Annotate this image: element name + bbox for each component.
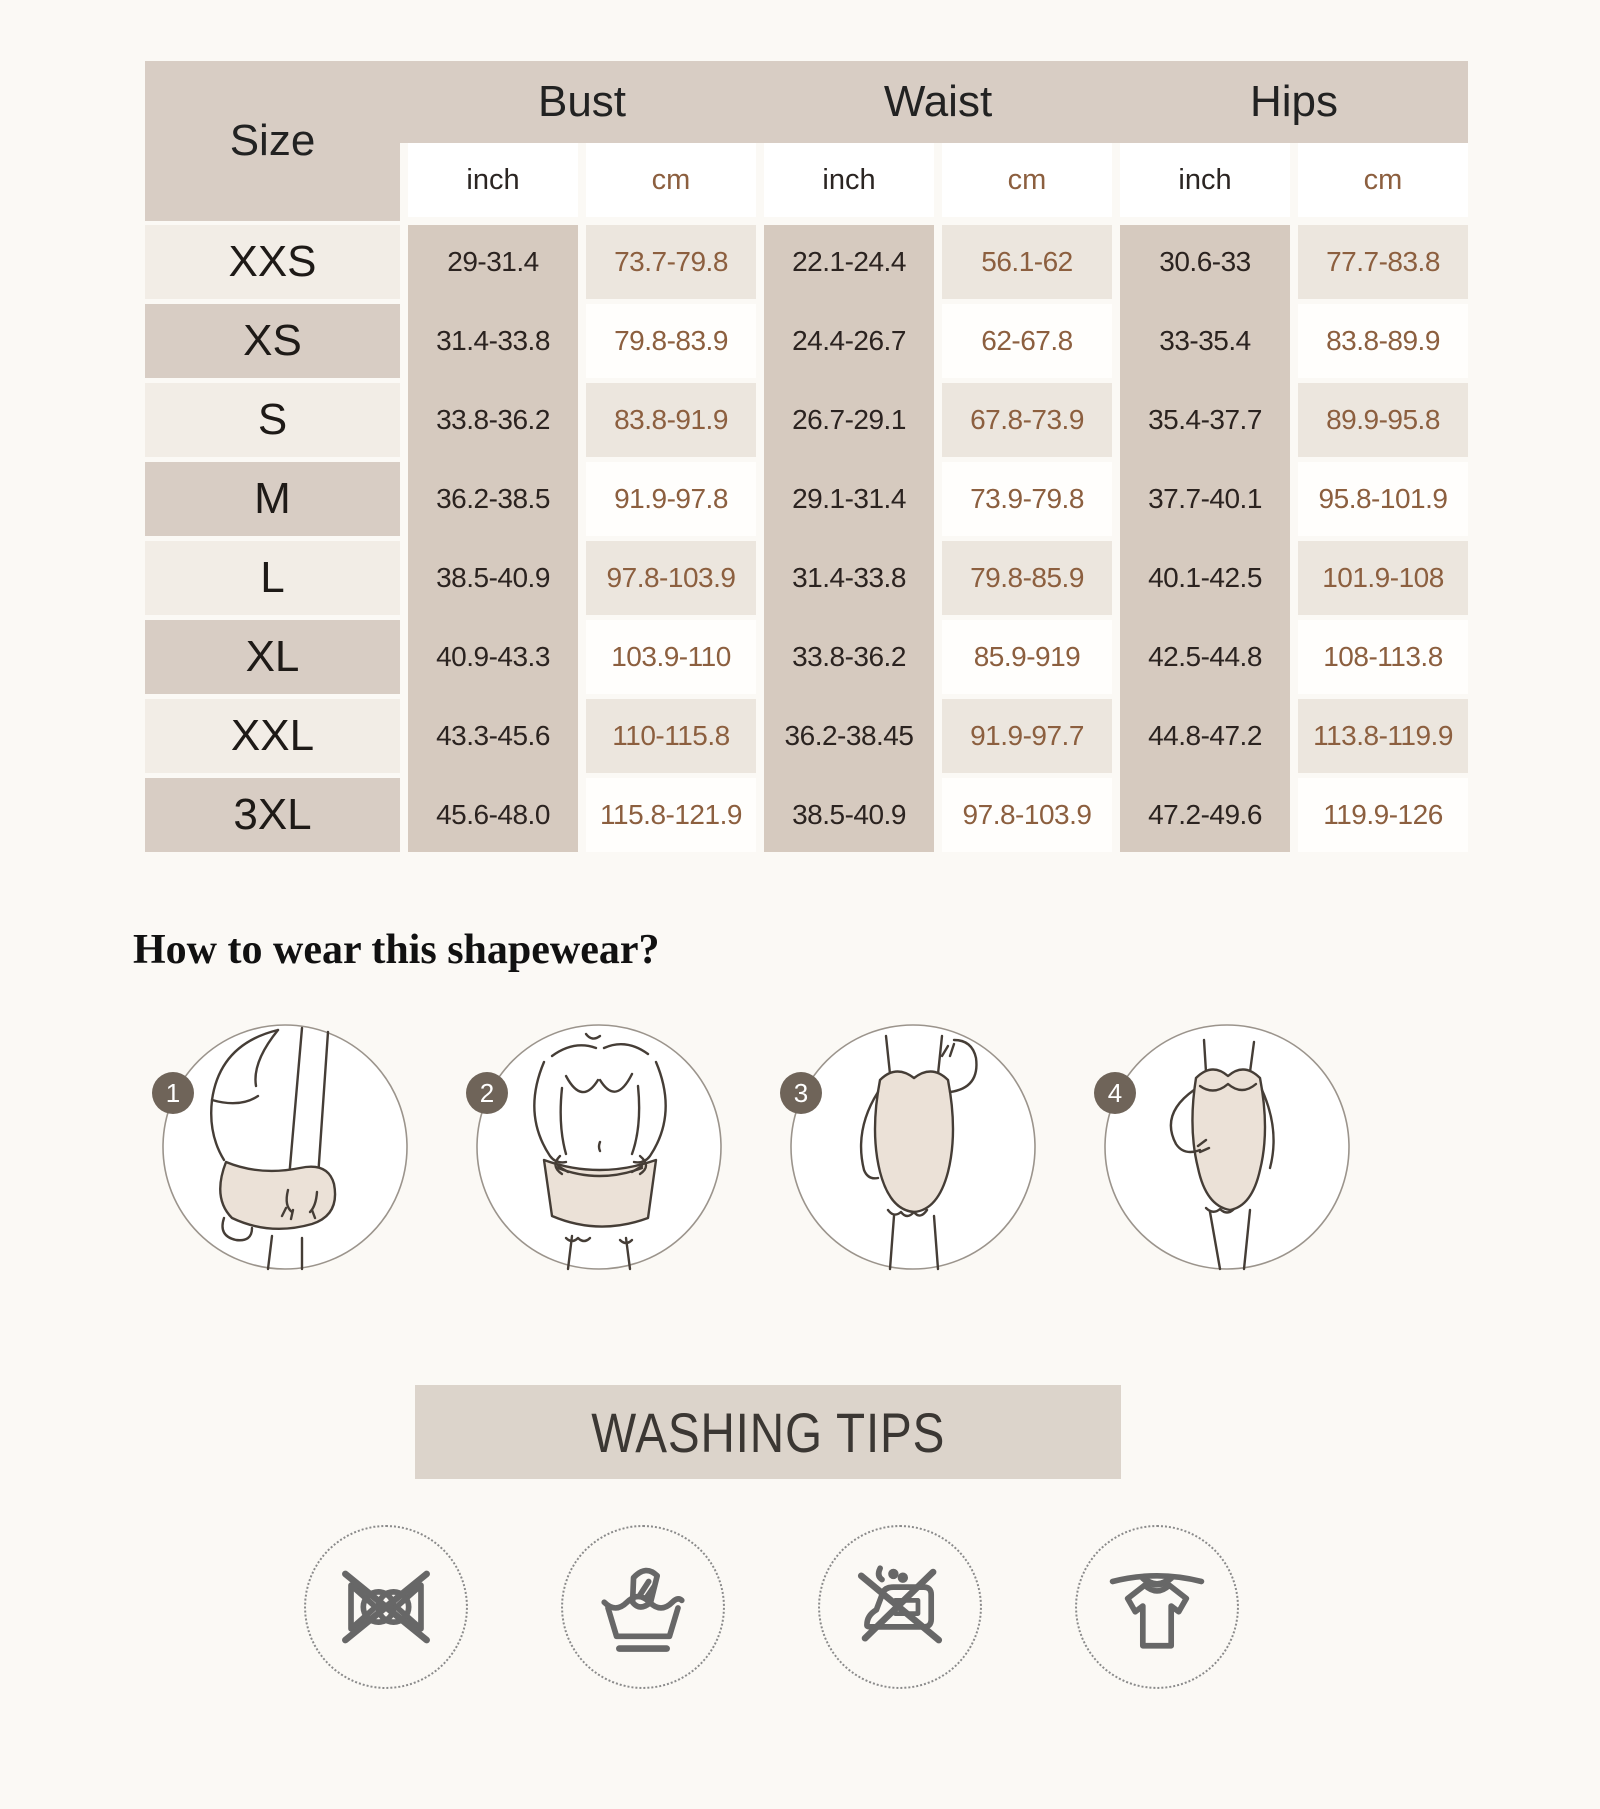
measurement-cell: 56.1-62: [942, 225, 1112, 299]
step-4-illustration-icon: [1102, 1020, 1352, 1275]
size-column: [145, 225, 400, 852]
measurement-cell: 108-113.8: [1298, 620, 1468, 694]
measurement-cell: 97.8-103.9: [586, 541, 756, 615]
step-number-badge: 3: [780, 1072, 822, 1114]
hips-cm-column: [1298, 225, 1468, 852]
wear-step-2: [474, 1020, 724, 1275]
measurement-cell: 40.1-42.5: [1148, 562, 1262, 593]
measurement-cell: 73.7-79.8: [586, 225, 756, 299]
unit-header-bust-inch: inch: [408, 143, 578, 217]
step-2-illustration-icon: [474, 1020, 724, 1275]
measurement-cell: 33.8-36.2: [436, 404, 550, 435]
measurement-cell: 73.9-79.8: [942, 462, 1112, 536]
step-number-badge: 4: [1094, 1072, 1136, 1114]
size-label-cell: M: [145, 462, 400, 536]
measurement-cell: 36.2-38.45: [784, 720, 914, 751]
hand-wash-icon: [561, 1525, 725, 1689]
measurement-cell: 45.6-48.0: [436, 799, 550, 830]
how-to-wear-title: How to wear this shapewear?: [133, 927, 660, 973]
measurement-cell: 22.1-24.4: [792, 246, 906, 277]
measurement-cell: 85.9-919: [942, 620, 1112, 694]
size-label-cell: L: [145, 541, 400, 615]
measurement-cell: 35.4-37.7: [1148, 404, 1262, 435]
measurement-cell: 97.8-103.9: [942, 778, 1112, 852]
measurement-cell: 38.5-40.9: [792, 799, 906, 830]
hang-dry-icon: [1075, 1525, 1239, 1689]
measurement-cell: 67.8-73.9: [942, 383, 1112, 457]
measurement-cell: 110-115.8: [586, 699, 756, 773]
unit-header-bust-cm: cm: [586, 143, 756, 217]
measurement-cell: 33-35.4: [1159, 325, 1251, 356]
bust-inch-column: [408, 225, 578, 852]
measurement-cell: 44.8-47.2: [1148, 720, 1262, 751]
measurement-cell: 115.8-121.9: [586, 778, 756, 852]
measurement-cell: 40.9-43.3: [436, 641, 550, 672]
measurement-cell: 79.8-83.9: [586, 304, 756, 378]
measurement-cell: 43.3-45.6: [436, 720, 550, 751]
size-chart-header: [145, 61, 1468, 221]
measurement-cell: 83.8-89.9: [1298, 304, 1468, 378]
unit-header-hips-inch: inch: [1120, 143, 1290, 217]
do-not-iron-icon: [818, 1525, 982, 1689]
waist-cm-column: [942, 225, 1112, 852]
washing-icons-row: [304, 1525, 1600, 1689]
wear-step-3: [788, 1020, 1038, 1275]
unit-header-hips-cm: cm: [1298, 143, 1468, 217]
measurement-cell: 36.2-38.5: [436, 483, 550, 514]
measurement-cell: 38.5-40.9: [436, 562, 550, 593]
step-3-illustration-icon: [788, 1020, 1038, 1275]
measurement-cell: 37.7-40.1: [1148, 483, 1262, 514]
size-label-cell: XL: [145, 620, 400, 694]
unit-header-waist-inch: inch: [764, 143, 934, 217]
measurement-cell: 30.6-33: [1159, 246, 1251, 277]
measurement-cell: 83.8-91.9: [586, 383, 756, 457]
size-chart-table: [145, 61, 1468, 852]
column-header-size: Size: [145, 61, 400, 221]
column-header-bust: Bust: [537, 77, 627, 126]
measurement-cell: 79.8-85.9: [942, 541, 1112, 615]
measurement-cell: 29-31.4: [447, 246, 539, 277]
measurement-cell: 95.8-101.9: [1298, 462, 1468, 536]
measurement-cell: 119.9-126: [1298, 778, 1468, 852]
step-number-badge: 1: [152, 1072, 194, 1114]
measurement-cell: 31.4-33.8: [792, 562, 906, 593]
waist-inch-column: [764, 225, 934, 852]
measurement-cell: 77.7-83.8: [1298, 225, 1468, 299]
measurement-cell: 33.8-36.2: [792, 641, 906, 672]
measurement-cell: 26.7-29.1: [792, 404, 906, 435]
column-header-waist: Waist: [883, 77, 993, 126]
column-header-hips: Hips: [1249, 77, 1339, 126]
measurement-cell: 103.9-110: [586, 620, 756, 694]
measurement-cell: 42.5-44.8: [1148, 641, 1262, 672]
step-1-illustration-icon: [160, 1020, 410, 1275]
measurement-cell: 113.8-119.9: [1298, 699, 1468, 773]
measurement-cell: 29.1-31.4: [792, 483, 906, 514]
do-not-wring-icon: [304, 1525, 468, 1689]
size-label-cell: XXS: [145, 225, 400, 299]
hips-inch-column: [1120, 225, 1290, 852]
wear-step-4: [1102, 1020, 1352, 1275]
size-label-cell: 3XL: [145, 778, 400, 852]
size-label-cell: S: [145, 383, 400, 457]
unit-header-waist-cm: cm: [942, 143, 1112, 217]
wear-step-1: [160, 1020, 410, 1275]
measurement-cell: 47.2-49.6: [1148, 799, 1262, 830]
step-number-badge: 2: [466, 1072, 508, 1114]
washing-tips-banner: [415, 1385, 1121, 1479]
bust-cm-column: [586, 225, 756, 852]
size-label-cell: XXL: [145, 699, 400, 773]
measurement-cell: 91.9-97.7: [942, 699, 1112, 773]
size-label-cell: XS: [145, 304, 400, 378]
measurement-cell: 24.4-26.7: [792, 325, 906, 356]
measurement-cell: 62-67.8: [942, 304, 1112, 378]
measurement-cell: 91.9-97.8: [586, 462, 756, 536]
how-to-wear-steps: [0, 1020, 1600, 1275]
measurement-cell: 89.9-95.8: [1298, 383, 1468, 457]
washing-tips-title: WASHING TIPS: [590, 1400, 946, 1464]
size-chart-body: [145, 225, 1468, 852]
measurement-cell: 101.9-108: [1298, 541, 1468, 615]
measurement-cell: 31.4-33.8: [436, 325, 550, 356]
